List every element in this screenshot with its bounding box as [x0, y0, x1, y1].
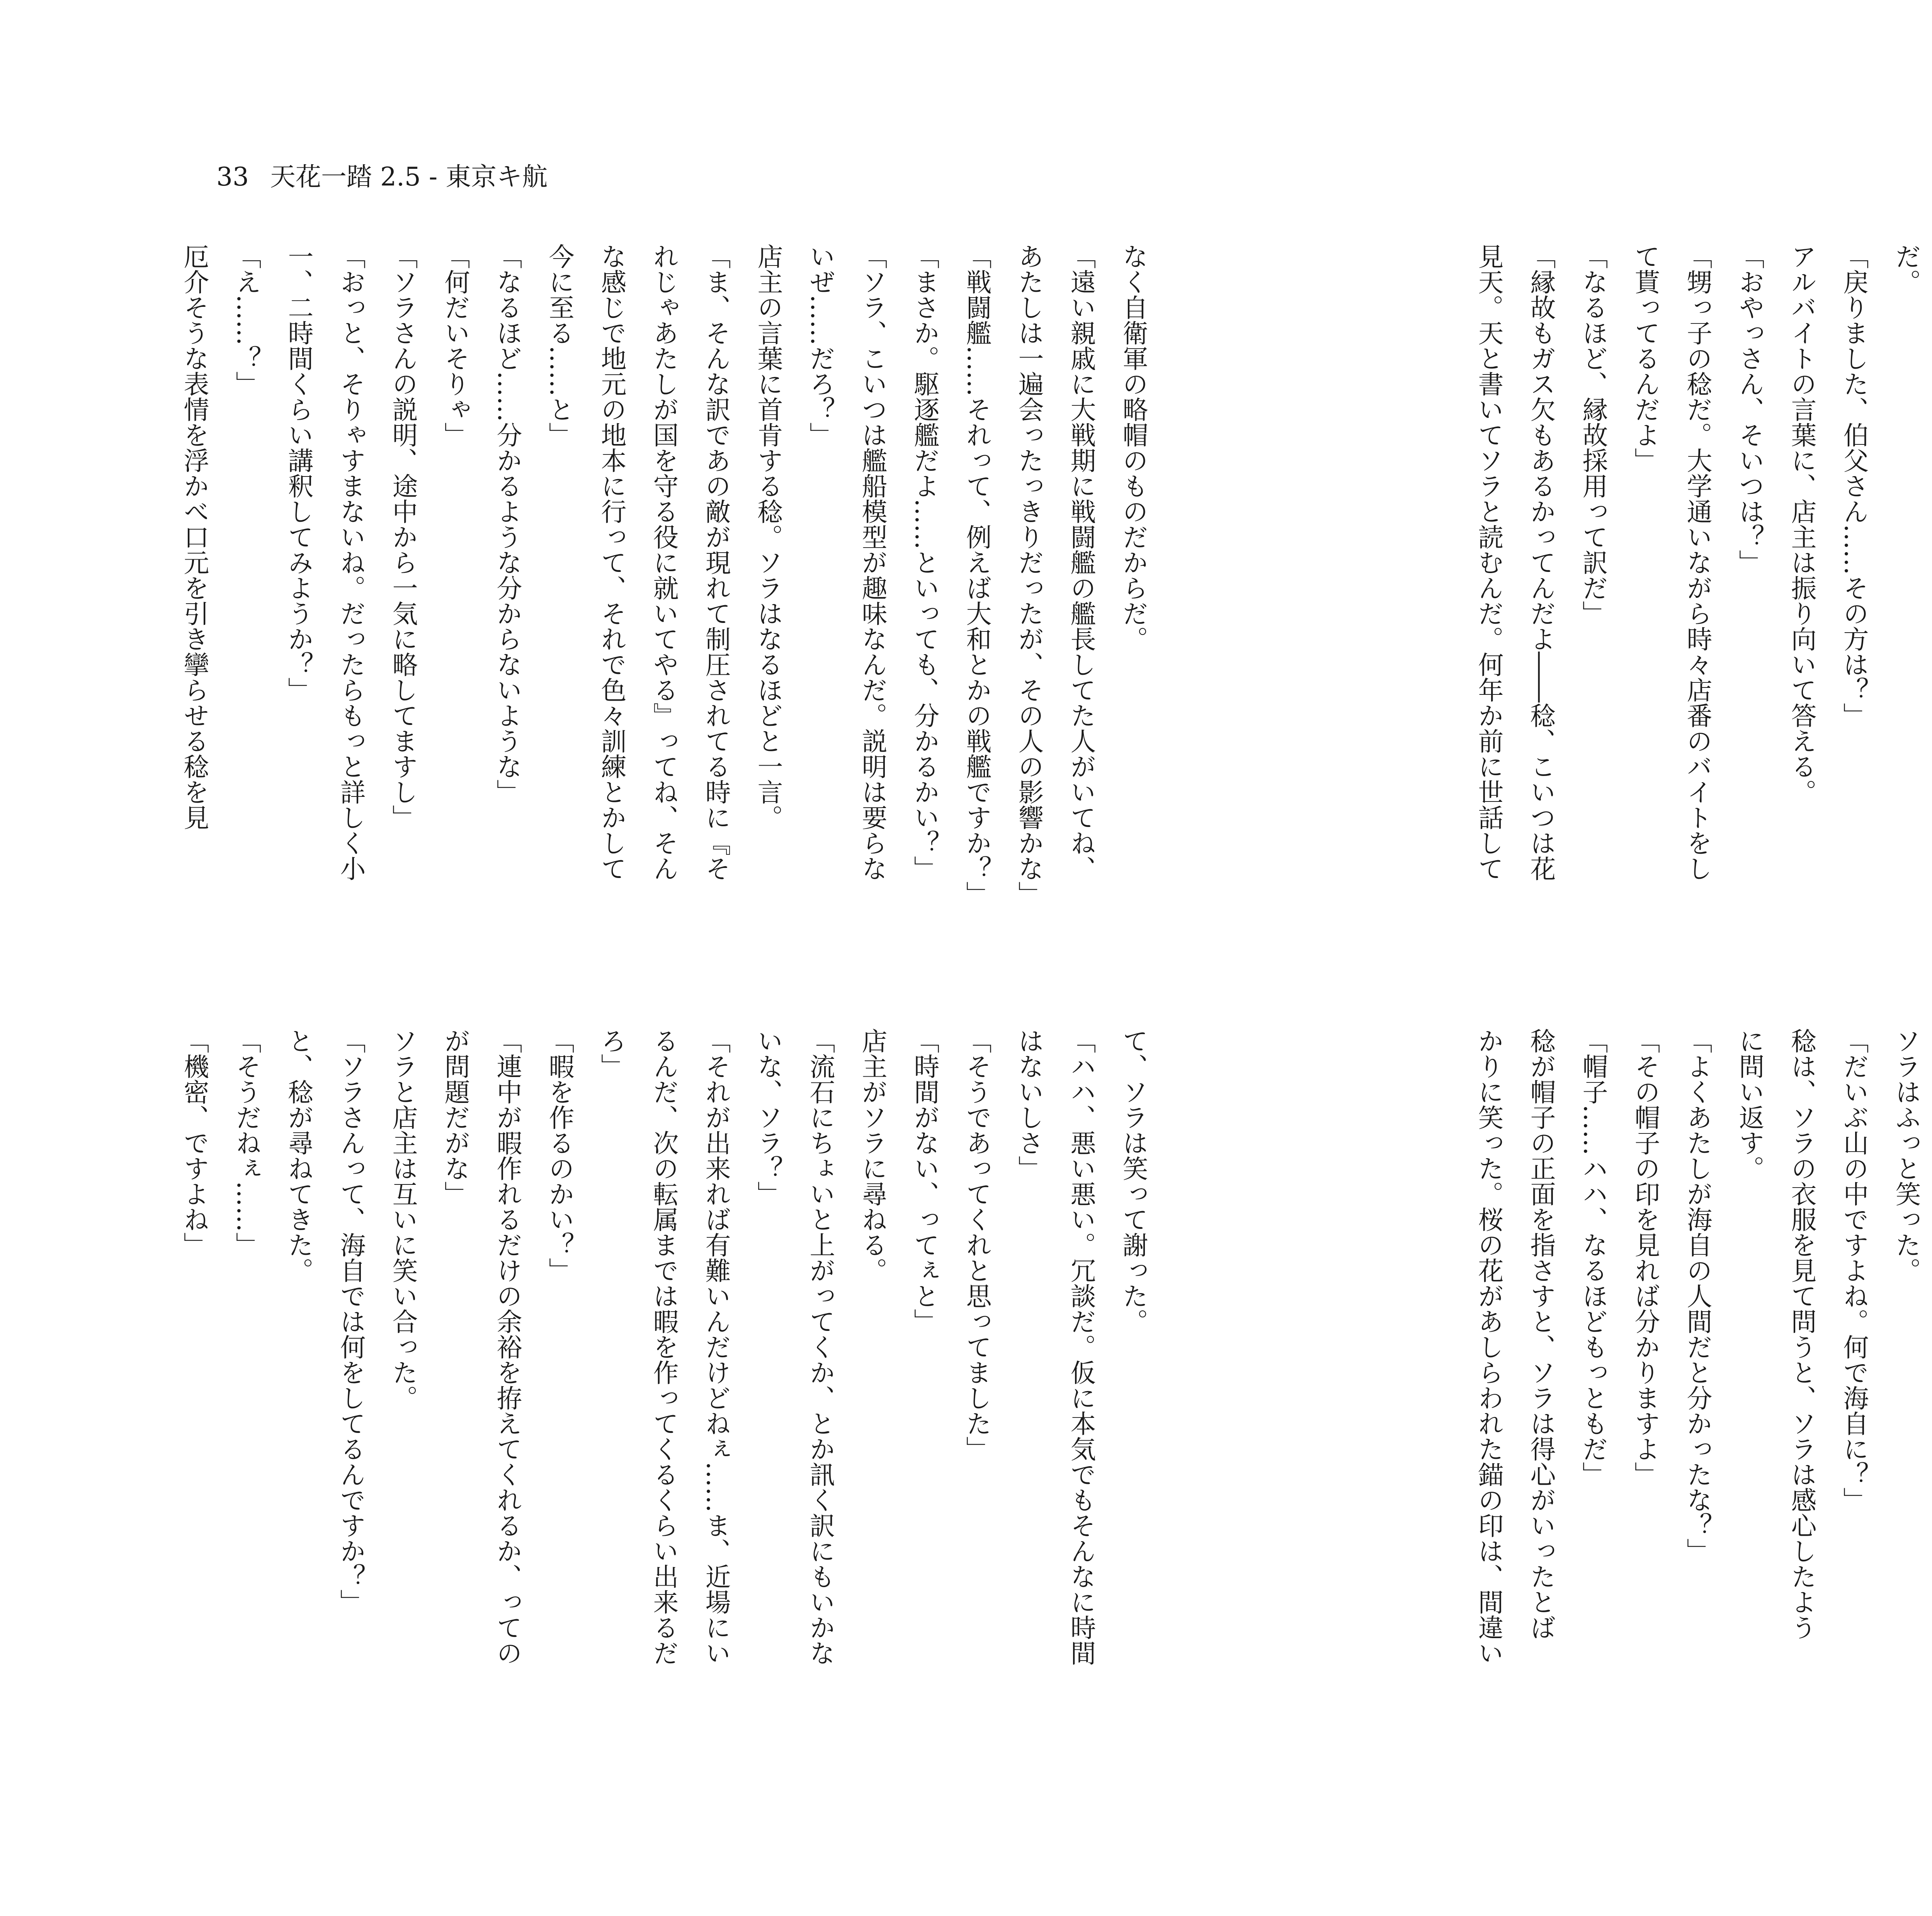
text-line: 「遠い親戚に大戦期に戦闘艦の艦長してた人がいてね、: [1066, 243, 1096, 881]
text-line: 「戻りました、伯父さん……その方は？」: [1839, 243, 1869, 728]
text-line: 見天。天と書いてソラと読むんだ。何年か前に世話して: [1474, 243, 1503, 881]
text-line: いぜ……だろ？」: [805, 243, 835, 448]
text-line: と、稔が尋ねてきた。: [284, 1028, 313, 1283]
text-line: なく自衛軍の略帽のものだからだ。: [1118, 243, 1148, 652]
text-line: 「ソラさんの説明、途中から一気に略してますし」: [388, 243, 418, 830]
text-line: はないしさ」: [1014, 1028, 1044, 1181]
text-line: 「それが出来れば有難いんだけどねぇ……ま、近場にい: [701, 1028, 731, 1666]
text-line: あたしは一遍会ったっきりだったが、その人の影響かな」: [1014, 243, 1044, 907]
text-line: 「おっと、そりゃすまないね。だったらもっと詳しく小: [336, 243, 366, 881]
text-line: 「だいぶ山の中ですよね。何で海自に？」: [1839, 1028, 1869, 1513]
text-line: 「縁故もガス欠もあるかってんだよ――稔、こいつは花: [1526, 243, 1556, 881]
text-line: 稔が帽子の正面を指さすと、ソラは得心がいったとば: [1526, 1028, 1556, 1640]
text-line: 「そうであってくれと思ってました」: [962, 1028, 992, 1462]
text-line: が問題だがな」: [440, 1028, 470, 1206]
text-line: 店主の言葉に首肯する稔。ソラはなるほどと一言。: [753, 243, 783, 830]
text-line: 「機密、ですよね」: [179, 1028, 209, 1257]
text-line: 店主がソラに尋ねる。: [857, 1028, 887, 1283]
text-line: 「え……？」: [231, 243, 261, 396]
left-page-upper-text: [168, 243, 1159, 997]
text-line: ソラと店主は互いに笑い合った。: [388, 1028, 418, 1411]
right-page-upper-text: [1463, 243, 1932, 997]
left-page-lower-text: [168, 1028, 1159, 1782]
text-line: に問い返す。: [1735, 1028, 1764, 1181]
text-line: 「なるほど、縁故採用って訳だ」: [1578, 243, 1608, 626]
text-line: れじゃあたしが国を守る役に就いてやる』ってね、そん: [649, 243, 679, 881]
text-line: て貰ってるんだよ」: [1630, 243, 1660, 473]
text-line: るんだ、次の転属までは暇を作ってくるくらい出来るだ: [649, 1028, 679, 1666]
text-line: ろ」: [597, 1028, 626, 1079]
text-line: 「よくあたしが海自の人間だと分かったな？」: [1682, 1028, 1712, 1564]
text-line: な感じで地元の地本に行って、それで色々訓練とかして: [597, 243, 626, 881]
text-line: 「その帽子の印を見れば分かりますよ」: [1630, 1028, 1660, 1487]
text-line: 稔は、ソラの衣服を見て問うと、ソラは感心したよう: [1787, 1028, 1816, 1640]
text-line: 「ソラ、こいつは艦船模型が趣味なんだ。説明は要らな: [857, 243, 887, 881]
text-line: 厄介そうな表情を浮かべ口元を引き攣らせる稔を見: [179, 243, 209, 830]
text-line: 「流石にちょいと上がってくか、とか訊く訳にもいかな: [805, 1028, 835, 1666]
text-line: 「そうだねぇ……」: [231, 1028, 261, 1257]
left-page-header: [216, 162, 548, 192]
text-line: 「暇を作るのかい？」: [544, 1028, 574, 1283]
text-line: かりに笑った。桜の花があしらわれた錨の印は、間違い: [1474, 1028, 1503, 1666]
text-line: 「ま、そんな訳であの敵が現れて制圧されてる時に『そ: [701, 243, 731, 881]
text-line: 一、二時間くらい講釈してみようか？」: [284, 243, 313, 703]
running-title: 天花一踏 2.5 - 東京キ航: [270, 162, 548, 192]
text-line: 「なるほど……分かるような分からないような」: [492, 243, 522, 805]
text-line: 「何だいそりゃ」: [440, 243, 470, 448]
text-line: 「まさか。駆逐艦だよ……といっても、分かるかい？」: [910, 243, 939, 881]
text-line: いな、ソラ？」: [753, 1028, 783, 1206]
text-line: 「ソラさんって、海自では何をしてるんですか？」: [336, 1028, 366, 1615]
text-line: ソラはふっと笑った。: [1891, 1028, 1921, 1283]
text-line: 「時間がない、ってぇと」: [910, 1028, 939, 1334]
text-line: 「帽子……ハハ、なるほどもっともだ」: [1578, 1028, 1608, 1487]
text-line: 「ハハ、悪い悪い。冗談だ。仮に本気でもそんなに時間: [1066, 1028, 1096, 1666]
text-line: 「戦闘艦……それって、例えば大和とかの戦艦ですか？」: [962, 243, 992, 907]
left-page-number: 33: [216, 162, 249, 192]
text-line: 「連中が暇作れるだけの余裕を拵えてくれるか、っての: [492, 1028, 522, 1666]
text-line: だ。: [1891, 243, 1921, 294]
text-line: 「おやっさん、そいつは？」: [1735, 243, 1764, 575]
text-line: アルバイトの言葉に、店主は振り向いて答える。: [1787, 243, 1816, 805]
text-line: 「甥っ子の稔だ。大学通いながら時々店番のバイトをし: [1682, 243, 1712, 881]
right-page-lower-text: [1463, 1028, 1932, 1782]
text-line: 今に至る……と」: [544, 243, 574, 448]
text-line: て、ソラは笑って謝った。: [1118, 1028, 1148, 1334]
